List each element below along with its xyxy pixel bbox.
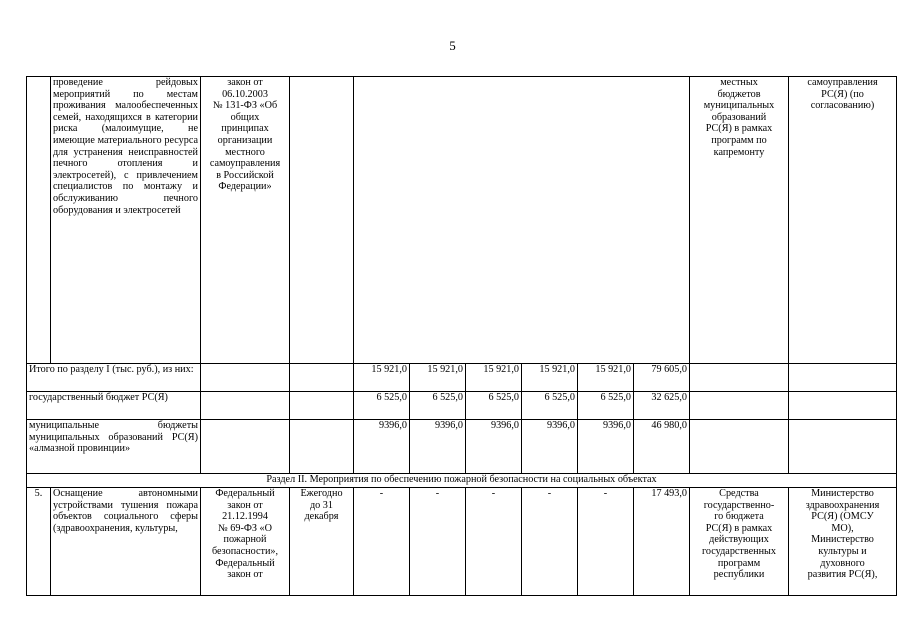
page-number: 5 [449, 38, 456, 53]
value-cell: 9396,0 [354, 420, 410, 474]
section-header-row [27, 474, 897, 488]
empty-cell [690, 364, 789, 392]
deadline-cell: Ежегодно до 31 декабря [290, 488, 354, 596]
value-cell: - [466, 488, 522, 596]
value-cell: 9396,0 [522, 420, 578, 474]
value-cell: - [410, 488, 466, 596]
table-row-item [27, 488, 897, 596]
empty-cell [789, 392, 897, 420]
activity-cell: проведение рейдовых мероприятий по местам проживания малообеспеченных семей, находящихся в категории риска (малоимущие, не имеющие материального ресурса для устранения неисправностей печного отопления и электросетей), с привлечением специалистов по монтажу и обслуживанию печного оборудования и электросетей [51, 77, 201, 364]
empty-cell [690, 420, 789, 474]
value-cell: 9396,0 [410, 420, 466, 474]
value-cell: 6 525,0 [522, 392, 578, 420]
empty-cell [201, 392, 290, 420]
legal-basis-cell: закон от 06.10.2003 № 131-ФЗ «Об общих принципах организации местного самоуправления в Российской Федерации» [201, 77, 290, 364]
empty-cell [290, 392, 354, 420]
value-cell: 9396,0 [466, 420, 522, 474]
activity-cell: Оснащение автономными устройствами тушения пожара объектов социального сферы (здравоохранения, культуры, [51, 488, 201, 596]
table-row-total [27, 392, 897, 420]
value-cell: 15 921,0 [354, 364, 410, 392]
value-cell: 9396,0 [578, 420, 634, 474]
empty-cell [290, 420, 354, 474]
table-row-total [27, 364, 897, 392]
table-row-continuation [27, 77, 897, 364]
total-label: государственный бюджет РС(Я) [27, 392, 201, 420]
empty-cell [290, 364, 354, 392]
executor-cell: Министерство здравоохранения РС(Я) (ОМСУ МО), Министерство культуры и духовного развития РС(Я), [789, 488, 897, 596]
value-cell: 15 921,0 [522, 364, 578, 392]
deadline-cell [290, 77, 354, 364]
value-cell: 17 493,0 [634, 488, 690, 596]
table-row-total [27, 420, 897, 474]
empty-cell [789, 364, 897, 392]
measures-table [26, 76, 897, 596]
empty-cell [201, 420, 290, 474]
value-cell: 6 525,0 [466, 392, 522, 420]
funding-cell [354, 77, 690, 364]
empty-cell [789, 420, 897, 474]
value-cell: 46 980,0 [634, 420, 690, 474]
executor-cell: самоуправления РС(Я) (по согласованию) [789, 77, 897, 364]
empty-cell [690, 392, 789, 420]
value-cell: 6 525,0 [354, 392, 410, 420]
value-cell: 15 921,0 [466, 364, 522, 392]
value-cell: - [522, 488, 578, 596]
num-cell [27, 77, 51, 364]
value-cell: 15 921,0 [578, 364, 634, 392]
value-cell: 15 921,0 [410, 364, 466, 392]
value-cell: 32 625,0 [634, 392, 690, 420]
source-cell: местных бюджетов муниципальных образований РС(Я) в рамках программ по капремонту [690, 77, 789, 364]
section-title: Раздел II. Мероприятия по обеспечению пожарной безопасности на социальных объектах [27, 474, 897, 488]
value-cell: - [578, 488, 634, 596]
value-cell: 6 525,0 [410, 392, 466, 420]
source-cell: Средства государственно- го бюджета РС(Я) в рамках действующих государственных программ республики [690, 488, 789, 596]
total-label: муниципальные бюджеты муниципальных образований РС(Я) «алмазной провинции» [27, 420, 201, 474]
empty-cell [201, 364, 290, 392]
value-cell: 6 525,0 [578, 392, 634, 420]
num-cell: 5. [27, 488, 51, 596]
value-cell: 79 605,0 [634, 364, 690, 392]
value-cell: - [354, 488, 410, 596]
total-label: Итого по разделу I (тыс. руб.), из них: [27, 364, 201, 392]
legal-basis-cell: Федеральный закон от 21.12.1994 № 69-ФЗ «О пожарной безопасности», Федеральный закон от [201, 488, 290, 596]
